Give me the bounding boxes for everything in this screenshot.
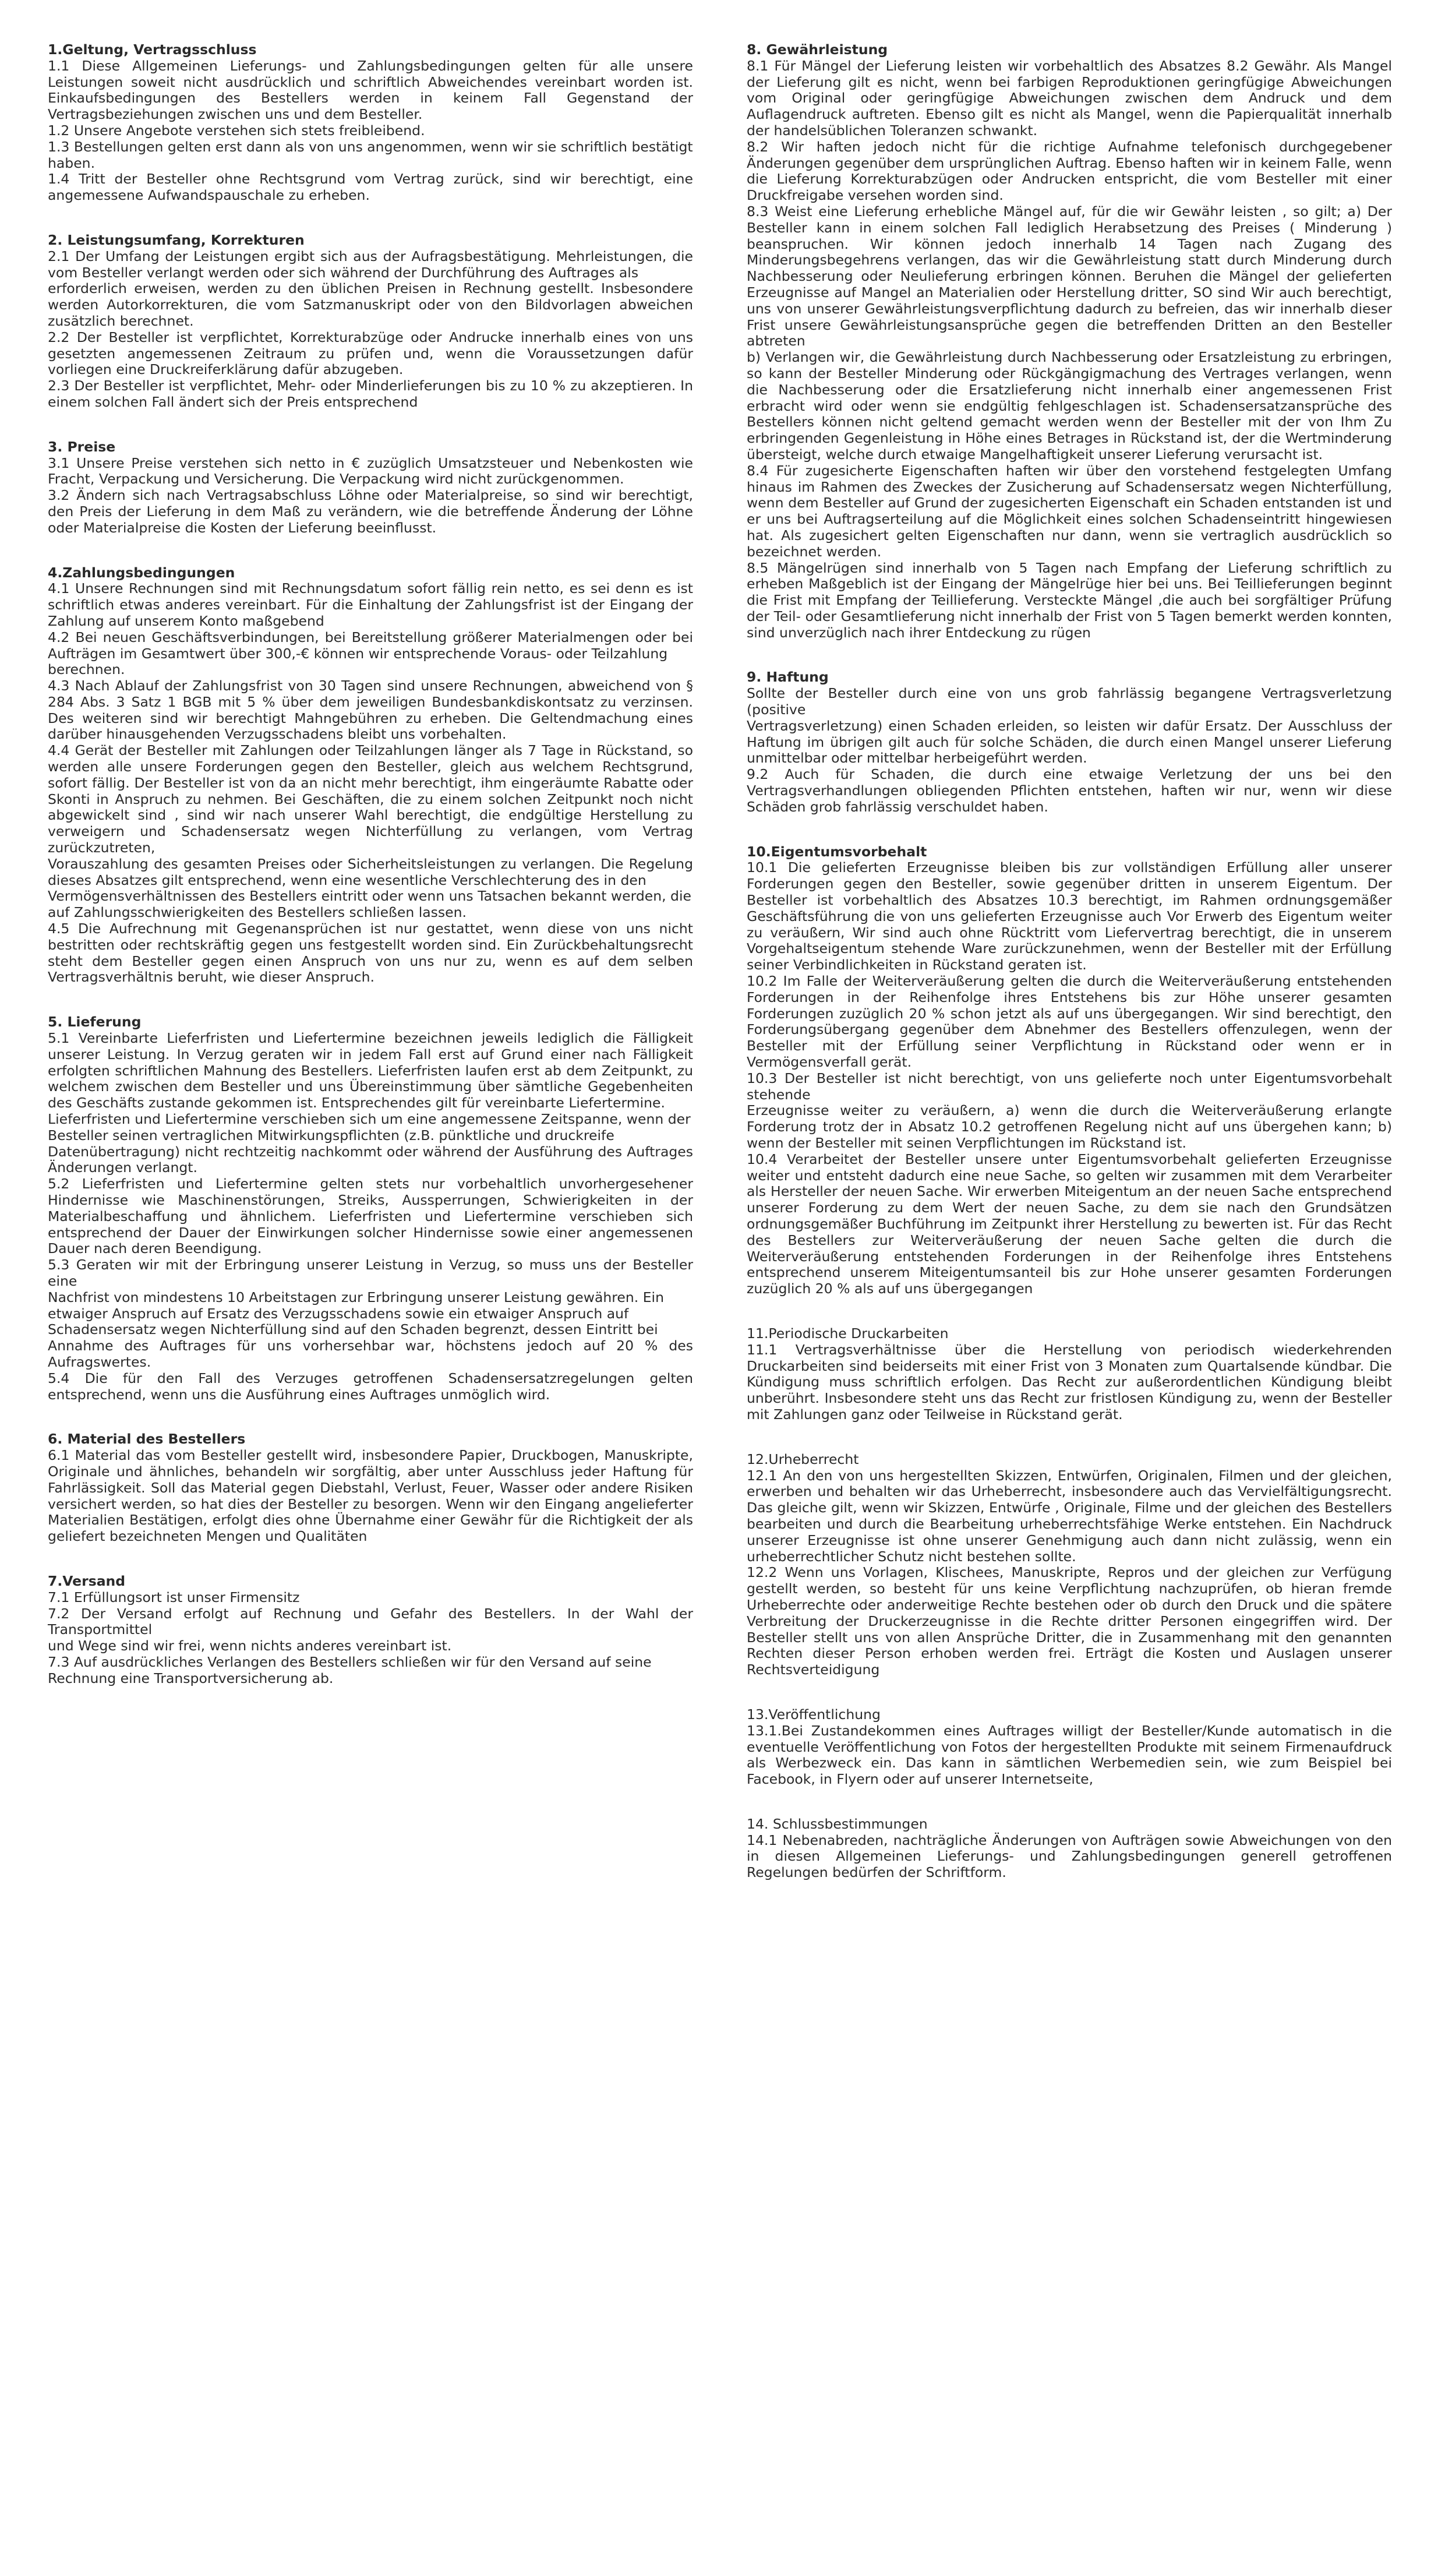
clause-paragraph: 2.1 Der Umfang der Leistungen ergibt sich aus der Aufragsbestätigung. Mehrleistungen, die vom Besteller verlangt werden oder sich während der Durchführung des Auftrages als erforderlich erweisen, werden zu den üblichen Preisen in Rechnung gestellt. Insbesondere werden Autorkorrekturen, die vom Satzmanuskript oder von den Bildvorlagen abweichen zusätzlich berechnet. [48, 248, 693, 329]
clause-paragraph: 1.3 Bestellungen gelten erst dann als von uns angenommen, wenn wir sie schriftlich bestätigt haben. [48, 138, 693, 171]
clause-paragraph: 5.1 Vereinbarte Lieferfristen und Liefertermine bezeichnen jeweils lediglich die Fälligkeit unserer Leistung. In Verzug geraten wir in jedem Fall erst auf Grund einer nach Fälligkeit erfolgten schriftlichen Mahnung des Bestellers. Lieferfristen laufen erst ab dem Zeitpunkt, zu welchem zwischen dem Besteller und uns Übereinstimmung über sämtliche Gegebenheiten des Geschäfts zustande gekommen ist. Entsprechendes gilt für vereinbarte Liefertermine. Lieferfristen und Liefertermine verschieben sich um eine angemessene Zeitspanne, wenn der Besteller seinen vertraglichen Mitwirkungspflichten (z.B. pünktliche und druckreife Datenübertragung) nicht rechtzeitig nachkommt oder während der Ausführung des Auftrages Änderungen verlangt. [48, 1030, 693, 1176]
clause-paragraph: 3.2 Ändern sich nach Vertragsabschluss Löhne oder Materialpreise, so sind wir berechtigt, den Preis der Lieferung in dem Maß zu verändern, wie die betreffende Änderung der Löhne oder Materialpreise die Kosten der Lieferung beeinflusst. [48, 487, 693, 536]
section [48, 1014, 693, 1403]
clause-paragraph: 5.3 Geraten wir mit der Erbringung unserer Leistung in Verzug, so muss uns der Besteller eine Nachfrist von mindestens 10 Arbeitstagen zur Erbringung unserer Leistung gewähren. Ein etwaiger Anspruch auf Ersatz des Verzugsschadens sowie ein etwaiger Anspruch auf Schadensersatz wegen Nichterfüllung sind auf den Schaden begrenzt, dessen Eintritt bei Annahme des Auftrages für uns vorhersehbar war, höchstens jedoch auf 20 % des Aufragswertes. [48, 1257, 693, 1370]
section [48, 1431, 693, 1545]
clause-paragraph: 2.2 Der Besteller ist verpflichtet, Korrekturabzüge oder Andrucke innerhalb eines von uns gesetzten angemessenen Zeitraum zu prüfen und, wenn die Voraussetzungen dafür vorliegen eine Druckreiferklärung dafür abzugeben. [48, 329, 693, 378]
section-heading: 5. Lieferung [48, 1014, 142, 1031]
section-heading: 4.Zahlungsbedingungen [48, 564, 235, 581]
clause-paragraph: 6.1 Material das vom Besteller gestellt wird, insbesondere Papier, Druckbogen, Manuskripte, Originale und ähnliches, behandeln wir sorgfältig, aber unter Ausschluss jeder Haftung für Fahrlässigkeit. Soll das Material gegen Diebstahl, Verlust, Feuer, Wasser oder andere Risiken versichert werden, so hat dies der Besteller zu besorgen. Wenn wir den Eingang angelieferter Materialien Bestätigen, erfolgt dies ohne Übernahme einer Gewähr für die Richtigkeit der als geliefert bezeichneten Mengen und Qualitäten [48, 1447, 693, 1545]
clause-paragraph: 11.1 Vertragsverhältnisse über die Herstellung von periodisch wiederkehrenden Druckarbeiten sind beiderseits mit einer Frist von 3 Monaten zum Quartalsende kündbar. Die Kündigung muss schriftlich erfolgen. Das Recht zur außerordentlichen Kündigung bleibt unberührt. Insbesondere steht uns das Recht zur fristlosen Kündigung zu, wenn der Besteller mit Zahlungen ganz oder Teilweise in Rückstand gerät. [747, 1341, 1392, 1423]
section [747, 42, 1392, 641]
section [48, 439, 693, 537]
section-heading: 7.Versand [48, 1572, 126, 1589]
clause-paragraph: 4.3 Nach Ablauf der Zahlungsfrist von 30 Tagen sind unsere Rechnungen, abweichend von § 284 Abs. 3 Satz 1 BGB mit 5 % über dem jeweiligen Bundesbankdiskontsatz zu verzinsen. Des weiteren sind wir berechtigt Mahngebühren zu erheben. Die Geltendmachung eines darüber hinausgehenden Verzugsschadens bleibt uns vorbehalten. [48, 677, 693, 743]
clause-paragraph: 13.1.Bei Zustandekommen eines Auftrages willigt der Besteller/Kunde automatisch in die eventuelle Veröffentlichung von Fotos der hergestellten Produkte mit seinem Firmenaufdruck als Werbezweck ein. Das kann in sämtlichen Werbemedien sein, wie zum Beispiel bei Facebook, in Flyern oder auf unserer Internetseite, [747, 1722, 1392, 1788]
clause-paragraph: 8.3 Weist eine Lieferung erhebliche Mängel auf, für die wir Gewähr leisten , so gilt; a) Der Besteller kann in einem solchen Fall lediglich Herabsetzung des Preises ( Minderung ) beanspruchen. Wir können jedoch innerhalb 14 Tagen nach Zugang des Minderungsbegehrens verlangen, das wir die Gewährleistung statt durch Minderung durch Nachbesserung oder Neulieferung erbringen können. Beruhen die Mängel der gelieferten Erzeugnisse auf Mangel an Materialien oder Herstellung dritter, SO sind Wir auch berechtigt, uns von unserer Gewährleistungsverpflichtung dadurch zu befreien, das wir innerhalb dieser Frist unsere Gewährleistungsansprüche gegen die betreffenden Dritten an den Besteller abtreten b) Verlangen wir, die Gewährleistung durch Nachbesserung oder Ersatzleistung zu erbringen, so kann der Besteller Minderung oder Rückgängigmachung des Vertrages verlangen, wenn die Nachbesserung oder die Ersatzlieferung nicht innerhalb einer angemessenen Frist erbracht wird oder wenn sie endgültig fehlgeschlagen ist. Schadensersatzansprüche des Bestellers können nicht geltend gemacht werden wenn der Besteller mit der von Ihm Zu erbringenden Gegenleistung in Höhe eines Betrages in Rückstand ist, der die Wertminderung übersteigt, welche durch etwaige Mangelhaftigkeit unserer Lieferung verursacht ist. [747, 203, 1392, 463]
section [747, 1707, 1392, 1788]
clause-paragraph: 12.1 An den von uns hergestellten Skizzen, Entwürfen, Originalen, Filmen und der gleichen, erwerben und behalten wir das Urheberrecht, insbesondere auch das Vervielfältigungsrecht. Das gleiche gilt, wenn wir Skizzen, Entwürfe , Originale, Filme und der gleichen des Bestellers bearbeiten und durch die Bearbeitung urheberrechtsfähige Werke entstehen. Ein Nachdruck unserer Erzeugnisse ist ohne unserer Genehmigung auch dann nicht zulässig, wenn ein urheberrechtlicher Schutz nicht bestehen sollte. [747, 1467, 1392, 1565]
clause-paragraph: 12.2 Wenn uns Vorlagen, Klischees, Manuskripte, Repros und der gleichen zur Verfügung gestellt werden, so besteht für uns keine Verpflichtung nachzuprüfen, ob hieran fremde Urheberrechte oder anderweitige Rechte bestehen oder ob durch den Druck und die spätere Verbreitung der Druckerzeugnisse in die Rechte dritter Personen eingegriffen wird. Der Besteller stellt uns von allen Ansprüche Dritter, die in Zusammenhang mit den genannten Rechten dieser Person erhoben werden frei. Erträgt die Kosten und Auslagen unserer Rechtsverteidigung [747, 1564, 1392, 1678]
clause-paragraph: 10.2 Im Falle der Weiterveräußerung gelten die durch die Weiterveräußerung entstehenden Forderungen in der Reihenfolge ihres Entstehens bis zur Höhe unserer gesamten Forderungen zuzüglich 20 % schon jetzt als auf uns übergegangen. Wir sind berechtigt, den Forderungsübergang gegenüber dem Abnehmer des Bestellers offenzulegen, wenn der Besteller mit der Erfüllung seiner Verpflichtung in Rückstand oder wenn er in Vermögensverfall gerät. [747, 973, 1392, 1071]
clause-paragraph: 3.1 Unsere Preise verstehen sich netto in € zuzüglich Umsatzsteuer und Nebenkosten wie Fracht, Verpackung und Versicherung. Die Verpackung wird nicht zurückgenommen. [48, 454, 693, 488]
clause-paragraph: 4.1 Unsere Rechnungen sind mit Rechnungsdatum sofort fällig rein netto, es sei denn es ist schriftlich etwas anderes vereinbart. Für die Einhaltung der Zahlungsfrist ist der Eingang der Zahlung auf unserem Konto maßgebend [48, 580, 693, 629]
clause-paragraph: 10.3 Der Besteller ist nicht berechtigt, von uns gelieferte noch unter Eigentumsvorbehalt stehende Erzeugnisse weiter zu veräußern, a) wenn die durch die Weiterveräußerung erlangte Forderung trotz der in Absatz 10.2 getroffenen Regelung nicht auf uns übergehen kann; b) wenn der Besteller mit seinen Verpflichtungen im Rückstand ist. [747, 1070, 1392, 1151]
clause-paragraph: 7.2 Der Versand erfolgt auf Rechnung und Gefahr des Bestellers. In der Wahl der Transportmittel und Wege sind wir frei, wenn nichts anderes vereinbart ist. [48, 1605, 693, 1654]
clause-paragraph: 1.4 Tritt der Besteller ohne Rechtsgrund vom Vertrag zurück, sind wir berechtigt, eine angemessene Aufwandspauschale zu erheben. [48, 171, 693, 204]
section-heading: 8. Gewährleistung [747, 41, 888, 58]
section-heading: 10.Eigentumsvorbehalt [747, 843, 927, 860]
section [747, 1816, 1392, 1881]
clause-paragraph: 5.4 Die für den Fall des Verzuges getroffenen Schadensersatzregelungen gelten entsprechend, wenn uns die Ausführung eines Auftrages unmöglich wird. [48, 1370, 693, 1403]
clause-paragraph: 1.2 Unsere Angebote verstehen sich stets freibleibend. [48, 122, 425, 139]
section-heading: 9. Haftung [747, 669, 829, 686]
clause-paragraph: 5.2 Lieferfristen und Liefertermine gelten stets nur vorbehaltlich unvorhergesehener Hindernisse wie Maschinenstörungen, Streiks, Aussperrungen, Schwierigkeiten in der Materialbeschaffung und ähnlichem. Lieferfristen und Liefertermine verschieben sich entsprechend der Dauer der Einwirkungen solcher Hindernisse sowie einer angemessenen Dauer nach deren Beendigung. [48, 1176, 693, 1257]
section-heading: 3. Preise [48, 438, 116, 455]
clause-paragraph: 8.4 Für zugesicherte Eigenschaften haften wir über den vorstehend festgelegten Umfang hinaus im Rahmen des Zweckes der Zusicherung auf Schadensersatz wegen Nichterfüllung, wenn dem Besteller auf Grund der zugesicherten Eigenschaft ein Schaden entstanden ist und er uns bei Auftragserteilung auf die Möglichkeit eines solchen Schadenseintritt hingewiesen hat. Als zugesichert gelten Eigenschaften nur dann, wenn sie vertraglich ausdrücklich so bezeichnet werden. [747, 462, 1392, 560]
clause-paragraph: 7.1 Erfüllungsort ist unser Firmensitz [48, 1589, 300, 1605]
section-heading: 12.Urheberrecht [747, 1451, 859, 1467]
section [747, 1452, 1392, 1678]
clause-paragraph: 9.2 Auch für Schaden, die durch eine etwaige Verletzung der uns bei den Vertragsverhandlungen obliegenden Pflichten entstehen, haften wir nur, wenn wir diese Schäden grob fahrlässig verschuldet haben. [747, 766, 1392, 815]
section [747, 669, 1392, 815]
clause-paragraph: 10.1 Die gelieferten Erzeugnisse bleiben bis zur vollständigen Erfüllung aller unserer Forderungen gegen den Besteller, sowie gegenüber dritten in unserem Eigentum. Der Besteller ist vorbehaltlich des Absatzes 10.3 berechtigt, im Rahmen ordnungsgemäßer Geschäftsführung die von uns gelieferten Erzeugnisse auch Vor Erwerb des Eigentum weiter zu veräußern, Wir sind auch ohne Rücktritt vom Liefervertrag berechtigt, die in unserem Vorgehaltseigentum stehende Ware zurückzunehmen, wenn der Besteller mit der Erfüllung seiner Verbindlichkeiten in Rückstand geraten ist. [747, 859, 1392, 973]
clause-paragraph: 4.5 Die Aufrechnung mit Gegenansprüchen ist nur gestattet, wenn diese von uns nicht bestritten oder rechtskräftig gegen uns festgestellt worden sind. Ein Zurückbehaltungsrecht steht dem Besteller gegen einen Anspruch von uns nur zu, wenn es auf dem selben Vertragsverhältnis beruht, wie dieser Anspruch. [48, 920, 693, 986]
section [747, 844, 1392, 1297]
section-heading: 1.Geltung, Vertragsschluss [48, 41, 257, 58]
section [48, 1573, 693, 1687]
right-column [747, 42, 1392, 2576]
clause-paragraph: 1.1 Diese Allgemeinen Lieferungs- und Zahlungsbedingungen gelten für alle unsere Leistungen soweit nicht ausdrücklich und schriftlich Abweichendes vereinbart worden ist. Einkaufsbedingungen des Bestellers werden in keinem Fall Gegenstand der Vertragsbeziehungen zwischen uns und dem Besteller. [48, 57, 693, 123]
clause-paragraph: 8.2 Wir haften jedoch nicht für die richtige Aufnahme telefonisch durchgegebener Änderungen gegenüber dem ursprünglichen Auftrag. Ebenso haften wir in keinem Falle, wenn die Lieferung Korrekturabzügen oder Andrucken entspricht, die vom Besteller mit einer Druckfreigabe versehen worden sind. [747, 138, 1392, 204]
clause-paragraph: 14.1 Nebenabreden, nachträgliche Änderungen von Aufträgen sowie Abweichungen von den in diesen Allgemeinen Lieferungs- und Zahlungsbedingungen generell getroffenen Regelungen bedürfen der Schriftform. [747, 1832, 1392, 1881]
clause-paragraph: 2.3 Der Besteller ist verpflichtet, Mehr- oder Minderlieferungen bis zu 10 % zu akzeptieren. In einem solchen Fall ändert sich der Preis entsprechend [48, 377, 693, 410]
clause-paragraph: Sollte der Besteller durch eine von uns grob fahrlässig begangene Vertragsverletzung (positive Vertragsverletzung) einen Schaden erleiden, so leisten wir dafür Ersatz. Der Ausschluss der Haftung im übrigen gilt auch für solche Schäden, die durch einen Mangel unserer Lieferung unmittelbar oder mittelbar herbeigeführt werden. [747, 685, 1392, 767]
section [48, 42, 693, 204]
clause-paragraph: 4.4 Gerät der Besteller mit Zahlungen oder Teilzahlungen länger als 7 Tage in Rückstand, so werden alle unsere Forderungen gegen den Besteller, gleich aus welchem Rechtsgrund, sofort fällig. Der Besteller ist von da an nicht mehr berechtigt, ihm eingeräumte Rabatte oder Skonti in Anspruch zu nehmen. Bei Geschäften, die zu einem solchen Zeitpunkt noch nicht abgewickelt sind , sind wir nach unserer Wahl berechtigt, die endgültige Herstellung zu verweigern und Schadensersatz wegen Nichterfüllung zu verlangen, vom Vertrag zurückzutreten, Vorauszahlung des gesamten Preises oder Sicherheitsleistungen zu verlangen. Die Regelung dieses Absatzes gilt entsprechend, wenn eine wesentliche Verschlechterung des in den Vermögensverhältnissen des Bestellers eintritt oder wenn uns Tatsachen bekannt werden, die auf Zahlungsschwierigkeiten des Bestellers schließen lassen. [48, 742, 693, 921]
clause-paragraph: 8.1 Für Mängel der Lieferung leisten wir vorbehaltlich des Absatzes 8.2 Gewähr. Als Mangel der Lieferung gilt es nicht, wenn bei farbigen Reproduktionen geringfügige Abweichungen vom Original oder geringfügige Abweichungen zwischen dem Andruck und dem Auflagendruck auftreten. Ebenso gilt es nicht als Mangel, wenn die Papierqualität innerhalb der handelsüblichen Toleranzen schwankt. [747, 57, 1392, 139]
clause-paragraph: 10.4 Verarbeitet der Besteller unsere unter Eigentumsvorbehalt gelieferten Erzeugnisse weiter und entsteht dadurch eine neue Sache, so gelten wir zusammen mit dem Verarbeiter als Hersteller der neuen Sache. Wir erwerben Miteigentum an der neuen Sache entsprechend unserer Forderung zu dem Wert der neuen Sache, zu dem sie nach den Grundsätzen ordnungsgemäßer Buchführung im Zeitpunkt ihrer Herstellung zu bewerten ist. Für das Recht des Bestellers zur Weiterveräußerung der neuen Sache gelten die durch die Weiterveräußerung entstehenden Forderungen in der Reihenfolge ihres Entstehens entsprechend unserem Miteigentumsanteil bis zur Hohe unserer gesamten Forderungen zuzüglich 20 % als auf uns übergegangen [747, 1151, 1392, 1297]
clause-paragraph: 7.3 Auf ausdrückliches Verlangen des Bestellers schließen wir für den Versand auf seine Rechnung eine Transportversicherung ab. [48, 1653, 652, 1686]
section [747, 1326, 1392, 1423]
section-heading: 11.Periodische Druckarbeiten [747, 1325, 949, 1342]
section-heading: 6. Material des Bestellers [48, 1431, 246, 1448]
left-column [48, 42, 693, 2576]
section [48, 232, 693, 411]
section-heading: 2. Leistungsumfang, Korrekturen [48, 231, 305, 248]
clause-paragraph: 8.5 Mängelrügen sind innerhalb von 5 Tagen nach Empfang der Lieferung schriftlich zu erheben Maßgeblich ist der Eingang der Mängelrüge hier bei uns. Bei Teillieferungen beginnt die Frist mit Empfang der Teillieferung. Versteckte Mängel ,die auch bei sorgfältiger Prüfung der Teil- oder Gesamtlieferung nicht innerhalb der Frist von 5 Tagen bemerkt werden konnten, sind unverzüglich nach ihrer Entdeckung zu rügen [747, 559, 1392, 641]
section [48, 565, 693, 986]
clause-paragraph: 4.2 Bei neuen Geschäftsverbindungen, bei Bereitstellung größerer Materialmengen oder bei Aufträgen im Gesamtwert über 300,-€ können wir entsprechende Voraus- oder Teilzahlung berechnen. [48, 629, 693, 678]
section-heading: 13.Veröffentlichung [747, 1706, 881, 1723]
section-heading: 14. Schlussbestimmungen [747, 1815, 928, 1832]
